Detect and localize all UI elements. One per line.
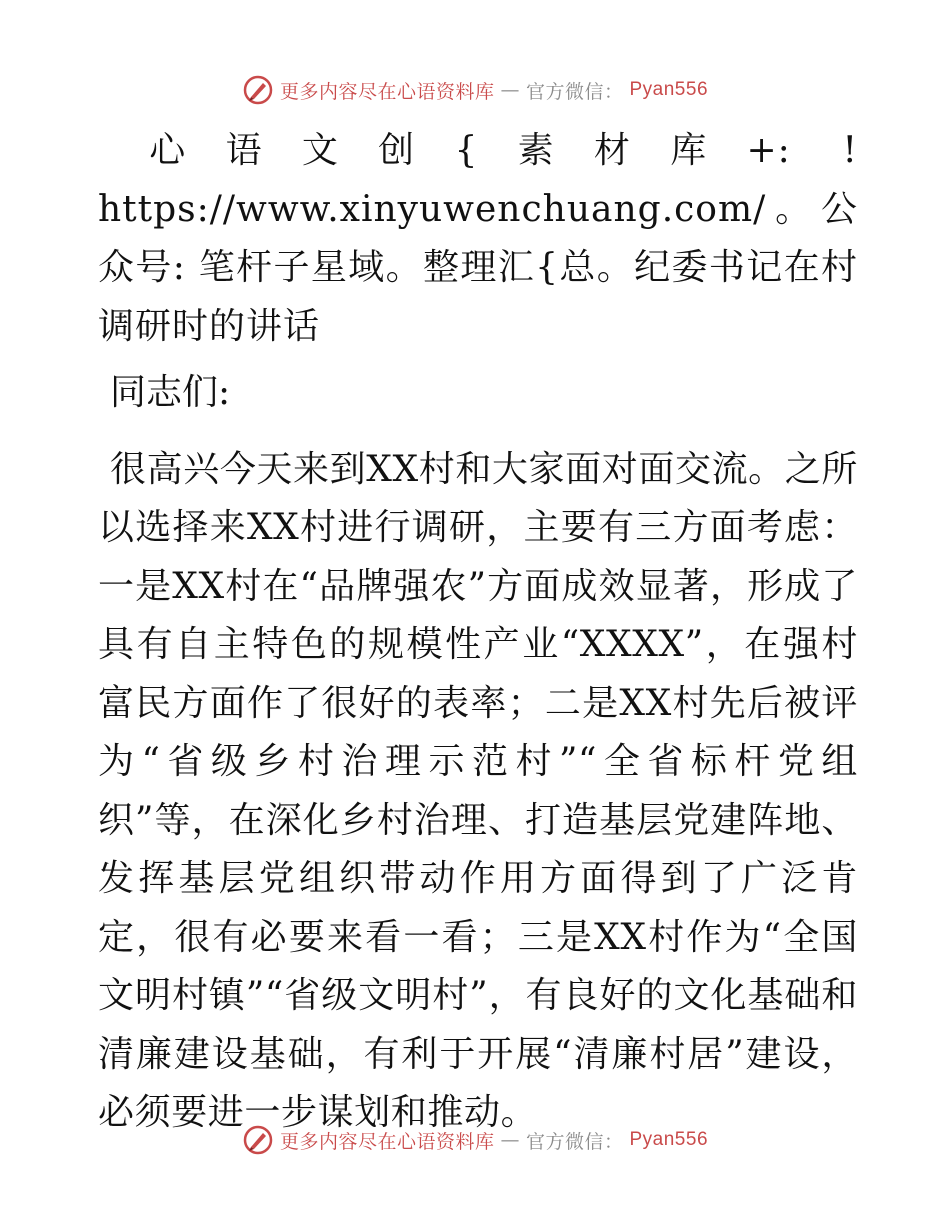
- watermark-text: 更多内容尽在心语资料库: [279, 80, 495, 103]
- header-line: [98, 122, 858, 356]
- watermark-official: 官方微信：: [525, 80, 624, 103]
- watermark-id: Pyan556: [629, 79, 709, 100]
- watermark-id: Pyan556: [629, 1129, 709, 1150]
- watermark-bottom: [0, 1124, 950, 1156]
- greeting: [98, 364, 858, 423]
- paragraph-1-text: 很高兴今天来到XX村和大家面对面交流。之所以选择来XX村进行调研，主要有三方面考虑：一是XX村在“品牌强农”方面成效显著，形成了具有自主特色的规模性产业“XXXX”，在强村富民方面作了很好的表率；二是XX村先后被评为“省级乡村治理示范村”“全省标杆党组织”等，在深化乡村治理、打造基层党建阵地、发挥基层党组织带动作用方面得到了广泛肯定，很有必要来看一看；三是XX村作为“全国文明村镇”“省级文明村”，有良好的文化基础和清廉建设基础，有利于开展“清廉村居”建设，必须要进一步谋划和推动。: [98, 448, 858, 1133]
- greeting-text: 同志们:: [110, 372, 231, 413]
- paragraph-1: [98, 441, 858, 1143]
- header-line-text: 心语文创{素材库+: ! https://www.xinyuwenchuang.com/。公众号: 笔杆子星域。整理汇{总。纪委书记在村调研时的讲话: [98, 130, 858, 347]
- watermark-official: 官方微信：: [525, 1130, 624, 1153]
- watermark-top: [0, 74, 950, 106]
- document-body: [98, 122, 858, 1143]
- watermark-text: 更多内容尽在心语资料库: [279, 1130, 495, 1153]
- watermark-separator: —: [500, 79, 520, 101]
- watermark-separator: —: [500, 1129, 520, 1151]
- pen-logo-icon: [242, 1124, 274, 1156]
- pen-logo-icon: [242, 74, 274, 106]
